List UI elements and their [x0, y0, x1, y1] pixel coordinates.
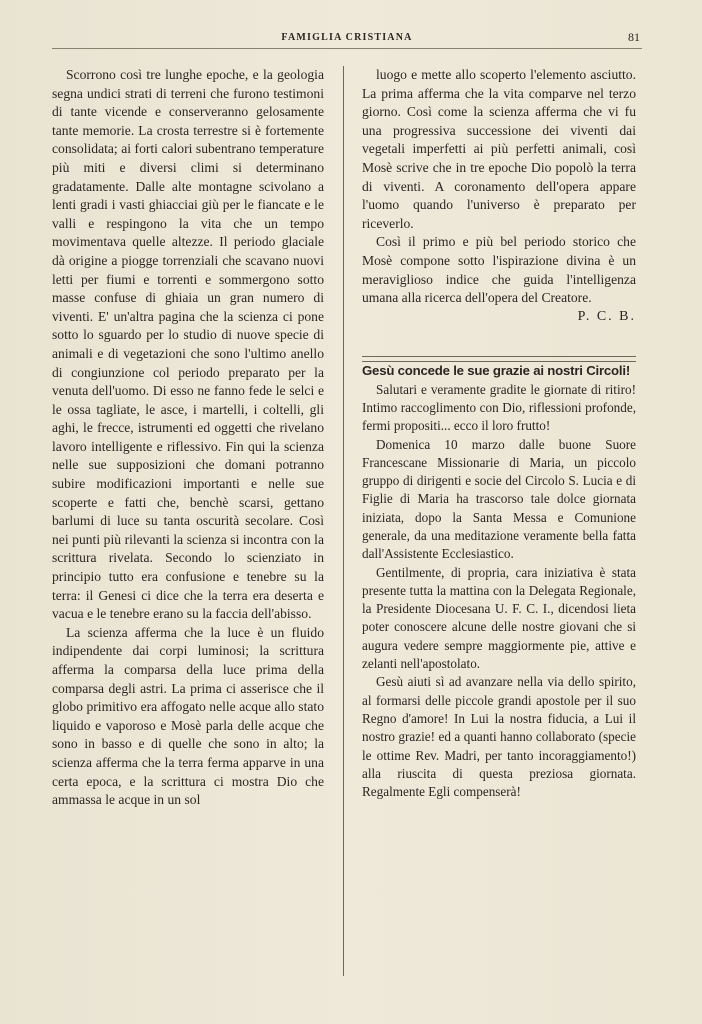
running-title: FAMIGLIA CRISTIANA	[281, 32, 413, 43]
author-signature: P. C. B.	[577, 308, 636, 324]
paragraph: Gesù aiuti sì ad avanzare nella via dello spirito, al formarsi delle piccole grandi apostole per il suo Regno d'amore! In Lui la nostra fiducia, a Lui il nostro grazie! ed a quanti hanno collaborato (specie le ottime Rev. Madri, per tanto incoraggiamento!) alla riuscita di questa preziosa giornata. Regalmente Egli compenserà!	[362, 674, 636, 800]
paragraph: Domenica 10 marzo dalle buone Suore Francescane Missionarie di Maria, un piccolo gruppo di dirigenti e socie del Circolo S. Lucia e di Figlie di Maria ha trascorso tale dolce giornata iniziata, dopo la Santa Messa e Comunione generale, da una meditazione veramente bella fatta dall'Assistente Ecclesiastico.	[362, 436, 636, 562]
article-circoli	[362, 362, 636, 801]
paragraph: Così il primo e più bel periodo storico che Mosè compone sotto l'ispirazione divina è un meraviglioso indice che guida l'intelligenza umana alla ricerca dell'opera del Creatore.	[362, 234, 636, 306]
column-divider	[343, 66, 344, 976]
paragraph: La scienza afferma che la luce è un fluido indipendente dai corpi luminosi; la scrittura afferma la comparsa della luce prima della comparsa degli astri. La prima ci asserisce che il globo primitivo era affogato nelle acque allo stato liquido e vaporoso e Mosè parla delle acque che sono in basso e di quelle che sono in alto; la scienza afferma che la terra ferma apparve in una certa epoca, e la scrittura ci mostra Dio che ammassa le acque in un sol	[52, 624, 324, 808]
right-column	[362, 66, 636, 801]
paragraph: Gentilmente, di propria, cara iniziativa è stata presente tutta la mattina con la Delegata Regionale, la Presidente Diocesana U. F. C. I., dicendosi lieta poter conoscere alcune delle nostre giovani che si augura vedere sempre maggiormente pie, attive e zelanti nell'apostolato.	[362, 564, 636, 672]
paragraph: Salutari e veramente gradite le giornate di ritiro! Intimo raccoglimento con Dio, riflessioni profonde, fermi propositi... ecco il loro frutto!	[362, 381, 636, 434]
page-number: 81	[628, 30, 640, 44]
article-title: Gesù concede le sue grazie ai nostri Circoli!	[362, 363, 631, 379]
page-header	[52, 30, 642, 49]
left-column	[52, 66, 324, 810]
paragraph: Scorrono così tre lunghe epoche, e la geologia segna undici strati di terreni che furono testimoni di tante vicende e conserveranno gelosamente tante memorie. La crosta terrestre si è fortemente consolidata; ai forti calori subentrano temperature più miti e diversi climi si determinano gradatamente. Dalle alte montagne scivolano a lenti gradi i vasti ghiacciai giù per le fiancate e le valli e respingono la vita che un tempo movimentava quelle altezze. Il periodo glaciale dà origine a piogge torrenziali che scavano nuovi letti per fiumi e torrenti e sommergono sotto masse confuse di ghiaia un gran numero di viventi. E' un'altra pagina che la scienza ci pone sotto lo sguardo per lo studio di nuove specie di animali e di vegetazioni che sono l'ultimo anello di congiunzione col periodo preparato per la venuta dell'uomo. Di esso ne fanno fede le selci e le ossa tagliate, le asce, i martelli, i coltelli, gli aghi, le frecce, istrumenti ed oggetti che rivelano lavoro intelligente e riflessivo. Fin qui la scienza nelle sue supposizioni che domani potranno subire modificazioni importanti e nelle sue scoperte e fatti che, benchè scarsi, gettano barlumi di luce su tanta oscurità secolare. Così nei punti più rilevanti la scienza si incontra con la scrittura rivelata. Secondo lo scienziato in principio tutto era confusione e tenebre su la terra: il Genesi ci dice che la terra era deserta e vacua e le tenebre erano su la faccia dell'abisso.	[52, 67, 324, 622]
paragraph: luogo e mette allo scoperto l'elemento asciutto. La prima afferma che la vita comparve nel terzo giorno. Così come la scienza afferma che vi fu una progressiva successione dei viventi dai vegetali imperfetti ai più perfetti animali, così Mosè scrive che in tre epoche Dio popolò la terra di viventi. A coronamento dell'opera appare l'uomo quando l'universo è preparato per riceverlo.	[362, 67, 636, 231]
